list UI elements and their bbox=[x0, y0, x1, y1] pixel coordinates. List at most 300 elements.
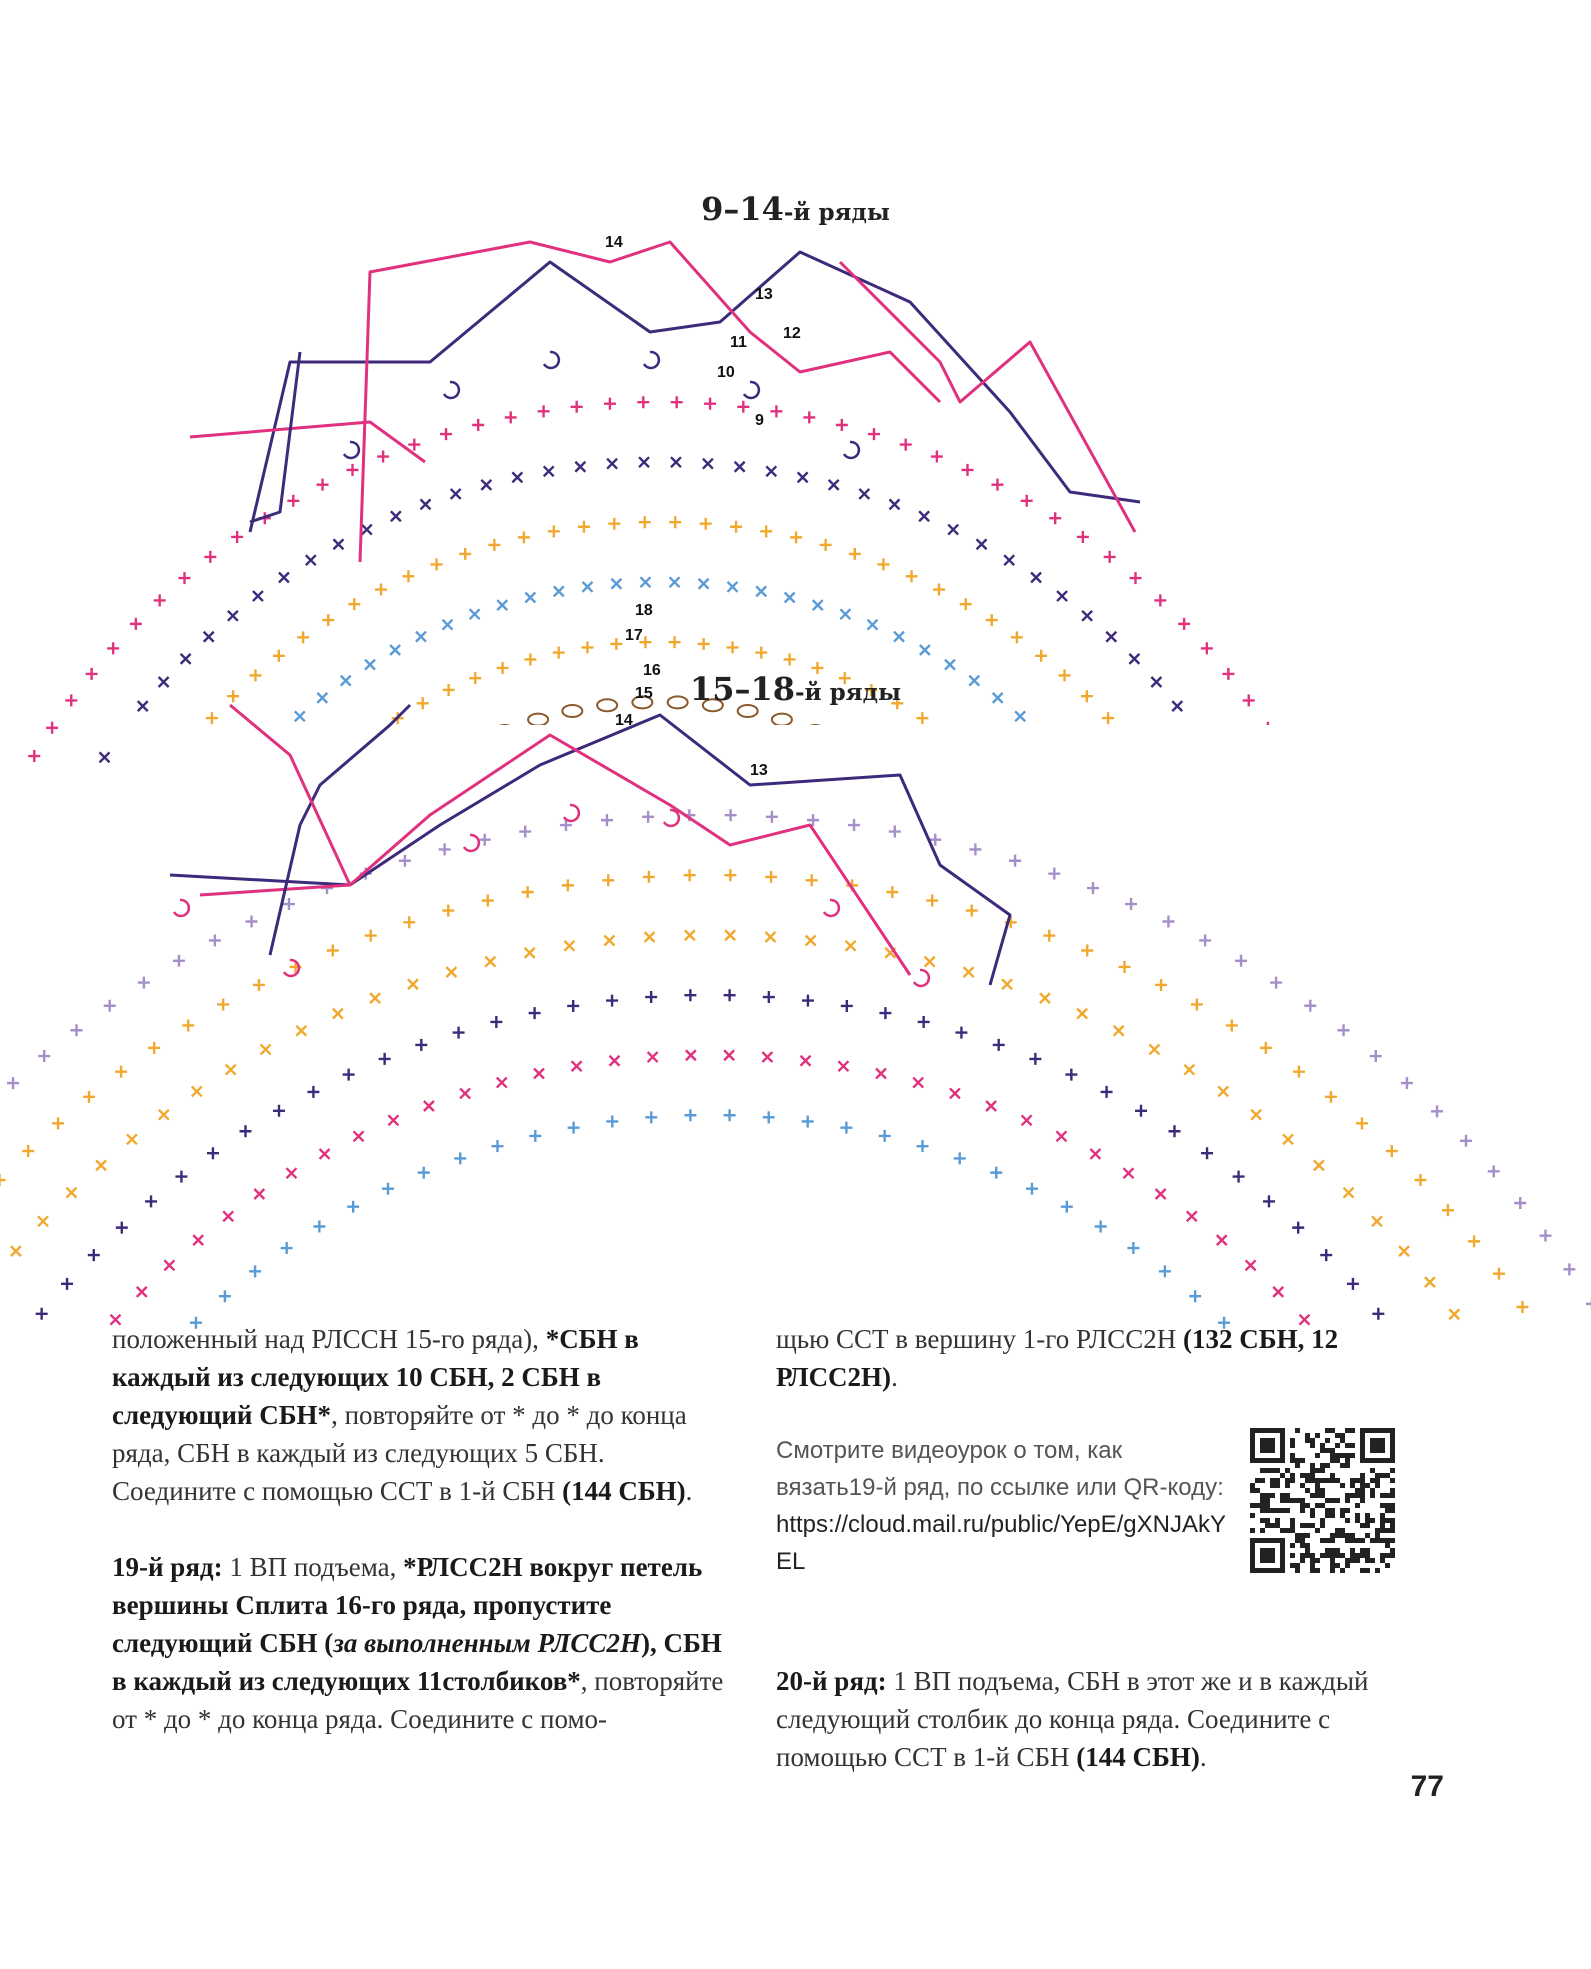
qr-module bbox=[1295, 1428, 1300, 1433]
stitch-x-symbol bbox=[370, 993, 380, 1003]
stitch-plus-symbol bbox=[207, 1147, 219, 1159]
stitch-x-symbol bbox=[481, 480, 491, 490]
stitch-x-symbol bbox=[1114, 1026, 1124, 1036]
qr-module bbox=[1350, 1428, 1355, 1433]
stitch-stroke-line bbox=[270, 705, 410, 955]
stitch-x-symbol bbox=[1149, 1044, 1159, 1054]
qr-module bbox=[1295, 1458, 1300, 1463]
stitch-plus-symbol bbox=[669, 516, 681, 528]
qr-module bbox=[1385, 1508, 1390, 1513]
stitch-plus-symbol bbox=[727, 641, 739, 653]
qr-module bbox=[1265, 1503, 1270, 1508]
qr-module bbox=[1350, 1533, 1355, 1538]
stitch-plus-symbol bbox=[684, 869, 696, 881]
qr-module bbox=[1290, 1438, 1295, 1443]
stitch-plus-symbol bbox=[1293, 1066, 1305, 1078]
qr-module bbox=[1335, 1548, 1340, 1553]
qr-module bbox=[1260, 1508, 1265, 1513]
qr-module bbox=[1365, 1568, 1370, 1573]
stitch-x-symbol bbox=[306, 555, 316, 565]
video-lesson-link[interactable]: https://cloud.mail.ru/public/YepE/gXNJAkYEL bbox=[776, 1511, 1227, 1575]
stitch-plus-symbol bbox=[1199, 934, 1211, 946]
stitch-plus-symbol bbox=[0, 1174, 6, 1186]
stitch-x-symbol bbox=[699, 579, 709, 589]
qr-module bbox=[1300, 1538, 1305, 1543]
stitch-plus-symbol bbox=[571, 401, 583, 413]
qr-module bbox=[1290, 1563, 1295, 1568]
stitch-x-symbol bbox=[950, 1088, 960, 1098]
stitch-plus-symbol bbox=[684, 989, 696, 1001]
stitch-plus-symbol bbox=[482, 895, 494, 907]
stitch-plus-symbol bbox=[1021, 495, 1033, 507]
qr-module bbox=[1300, 1553, 1305, 1558]
qr-module bbox=[1390, 1493, 1395, 1498]
stitch-x-symbol bbox=[798, 472, 808, 482]
stitch-plus-symbol bbox=[415, 1039, 427, 1051]
qr-module bbox=[1295, 1538, 1300, 1543]
qr-module bbox=[1325, 1438, 1330, 1443]
stitch-plus-symbol bbox=[643, 871, 655, 883]
qr-module bbox=[1315, 1528, 1320, 1533]
stitch-plus-symbol bbox=[116, 1222, 128, 1234]
qr-module bbox=[1330, 1553, 1335, 1558]
qr-module bbox=[1335, 1553, 1340, 1558]
stitch-plus-symbol bbox=[966, 905, 978, 917]
qr-module bbox=[1340, 1508, 1345, 1513]
stitch-x-symbol bbox=[1077, 1009, 1087, 1019]
stitch-plus-symbol bbox=[522, 886, 534, 898]
stitch-plus-symbol bbox=[1320, 1249, 1332, 1261]
qr-module bbox=[1370, 1558, 1375, 1563]
qr-module bbox=[1315, 1493, 1320, 1498]
qr-module bbox=[1365, 1533, 1370, 1538]
stitch-plus-symbol bbox=[209, 934, 221, 946]
title-number: 9–14 bbox=[701, 190, 784, 228]
stitch-plus-symbol bbox=[990, 1167, 1002, 1179]
stitch-plus-symbol bbox=[568, 1122, 580, 1134]
stitch-x-symbol bbox=[333, 539, 343, 549]
qr-module bbox=[1320, 1448, 1325, 1453]
stitch-plus-symbol bbox=[1169, 1125, 1181, 1137]
qr-module bbox=[1270, 1468, 1275, 1473]
loop-hook-symbol bbox=[444, 382, 459, 398]
qr-module bbox=[1370, 1478, 1375, 1483]
stitch-x-symbol bbox=[728, 582, 738, 592]
qr-module bbox=[1270, 1483, 1275, 1488]
qr-module bbox=[1335, 1453, 1340, 1458]
stitch-x-symbol bbox=[1022, 1115, 1032, 1125]
qr-module bbox=[1330, 1508, 1335, 1513]
stitch-plus-symbol bbox=[239, 1125, 251, 1137]
qr-module bbox=[1300, 1543, 1305, 1548]
stitch-plus-symbol bbox=[1431, 1105, 1443, 1117]
stitch-x-symbol bbox=[1218, 1086, 1228, 1096]
qr-module bbox=[1275, 1523, 1280, 1528]
qr-module bbox=[1300, 1503, 1305, 1508]
qr-module bbox=[1325, 1478, 1330, 1483]
qr-module bbox=[1310, 1438, 1315, 1443]
stitch-x-symbol bbox=[66, 1188, 76, 1198]
qr-module bbox=[1325, 1463, 1330, 1468]
qr-module bbox=[1290, 1528, 1295, 1533]
stitch-x-symbol bbox=[645, 932, 655, 942]
stitch-x-symbol bbox=[226, 1065, 236, 1075]
stitch-x-symbol bbox=[785, 593, 795, 603]
qr-module bbox=[1305, 1548, 1310, 1553]
stitch-plus-symbol bbox=[606, 995, 618, 1007]
qr-module bbox=[1310, 1558, 1315, 1563]
stitch-plus-symbol bbox=[7, 1077, 19, 1089]
stitch-plus-symbol bbox=[1104, 551, 1116, 563]
stitch-x-symbol bbox=[159, 1110, 169, 1120]
qr-module bbox=[1330, 1448, 1335, 1453]
qr-module bbox=[1365, 1483, 1370, 1488]
qr-module bbox=[1320, 1443, 1325, 1448]
stitch-x-symbol bbox=[762, 1052, 772, 1062]
qr-module bbox=[1365, 1548, 1370, 1553]
qr-module bbox=[1290, 1478, 1295, 1483]
stitch-stroke-line bbox=[170, 715, 1010, 985]
crochet-chart-rows-9-14 bbox=[190, 232, 1310, 682]
stitch-x-symbol bbox=[296, 1026, 306, 1036]
qr-module bbox=[1320, 1478, 1325, 1483]
qr-module bbox=[1365, 1518, 1370, 1523]
stitch-plus-symbol bbox=[868, 428, 880, 440]
qr-module bbox=[1345, 1443, 1350, 1448]
stitch-plus-symbol bbox=[1372, 1308, 1384, 1320]
stitch-x-symbol bbox=[286, 1168, 296, 1178]
qr-module bbox=[1365, 1553, 1370, 1558]
stitch-plus-symbol bbox=[766, 811, 778, 823]
qr-module bbox=[1330, 1453, 1335, 1458]
qr-module bbox=[1375, 1538, 1380, 1543]
qr-module bbox=[1300, 1473, 1305, 1478]
stitch-plus-symbol bbox=[918, 1016, 930, 1028]
qr-module bbox=[1335, 1443, 1340, 1448]
qr-module bbox=[1330, 1478, 1335, 1483]
stitch-x-symbol bbox=[1004, 555, 1014, 565]
qr-module bbox=[1380, 1503, 1385, 1508]
stitch-plus-symbol bbox=[645, 991, 657, 1003]
qr-module bbox=[1320, 1493, 1325, 1498]
qr-module bbox=[1330, 1548, 1335, 1553]
qr-module bbox=[1290, 1473, 1295, 1478]
qr-module bbox=[1315, 1503, 1320, 1508]
stitch-x-symbol bbox=[512, 472, 522, 482]
stitch-x-symbol bbox=[333, 1009, 343, 1019]
stitch-plus-symbol bbox=[1087, 882, 1099, 894]
qr-module bbox=[1345, 1493, 1350, 1498]
qr-module bbox=[1300, 1558, 1305, 1563]
qr-module bbox=[1345, 1563, 1350, 1568]
stitch-plus-symbol bbox=[322, 614, 334, 626]
stitch-x-symbol bbox=[181, 654, 191, 664]
stitch-plus-symbol bbox=[671, 396, 683, 408]
stitch-x-symbol bbox=[609, 1056, 619, 1066]
stitch-x-symbol bbox=[416, 632, 426, 642]
qr-module bbox=[1250, 1528, 1255, 1533]
stitch-plus-symbol bbox=[408, 439, 420, 451]
qr-module bbox=[1360, 1478, 1365, 1483]
qr-module bbox=[1330, 1538, 1335, 1543]
qr-module bbox=[1350, 1553, 1355, 1558]
row-number-label: 15 bbox=[635, 685, 653, 702]
stitch-plus-symbol bbox=[886, 886, 898, 898]
qr-module bbox=[1345, 1558, 1350, 1563]
stitch-plus-symbol bbox=[1539, 1230, 1551, 1242]
qr-module bbox=[1270, 1478, 1275, 1483]
qr-module bbox=[1270, 1493, 1275, 1498]
qr-finder-core bbox=[1260, 1438, 1275, 1453]
stitch-x-symbol bbox=[838, 1061, 848, 1071]
stitch-x-symbol bbox=[443, 620, 453, 630]
stitch-plus-symbol bbox=[836, 419, 848, 431]
qr-module bbox=[1285, 1468, 1290, 1473]
stitch-plus-symbol bbox=[1270, 977, 1282, 989]
stitch-x-symbol bbox=[365, 660, 375, 670]
stitch-plus-symbol bbox=[273, 1105, 285, 1117]
qr-module bbox=[1340, 1533, 1345, 1538]
stitch-plus-symbol bbox=[281, 1242, 293, 1254]
qr-module bbox=[1320, 1518, 1325, 1523]
qr-module bbox=[1310, 1553, 1315, 1558]
qr-module bbox=[1295, 1533, 1300, 1538]
qr-module bbox=[1385, 1528, 1390, 1533]
qr-module bbox=[1360, 1483, 1365, 1488]
stitch-x-symbol bbox=[894, 632, 904, 642]
stitch-plus-symbol bbox=[107, 642, 119, 654]
loop-hook-symbol bbox=[544, 352, 559, 368]
qr-module bbox=[1265, 1518, 1270, 1523]
stitch-plus-symbol bbox=[1460, 1135, 1472, 1147]
stitch-x-symbol bbox=[840, 609, 850, 619]
stitch-x-symbol bbox=[1090, 1149, 1100, 1159]
stitch-plus-symbol bbox=[382, 1183, 394, 1195]
qr-module bbox=[1385, 1563, 1390, 1568]
qr-module bbox=[1320, 1538, 1325, 1543]
stitch-plus-symbol bbox=[562, 879, 574, 891]
qr-module bbox=[1290, 1458, 1295, 1463]
stitch-plus-symbol bbox=[991, 479, 1003, 491]
qr-module bbox=[1350, 1493, 1355, 1498]
stitch-x-symbol bbox=[96, 1160, 106, 1170]
stitch-x-symbol bbox=[470, 609, 480, 619]
stitch-plus-symbol bbox=[307, 1086, 319, 1098]
qr-module bbox=[1300, 1498, 1305, 1503]
stitch-plus-symbol bbox=[431, 558, 443, 570]
stitch-plus-symbol bbox=[601, 814, 613, 826]
stitch-plus-symbol bbox=[578, 521, 590, 533]
stitch-plus-symbol bbox=[889, 826, 901, 838]
stitch-x-symbol bbox=[261, 1044, 271, 1054]
stitch-plus-symbol bbox=[490, 1016, 502, 1028]
stitch-plus-symbol bbox=[1125, 898, 1137, 910]
qr-module bbox=[1325, 1513, 1330, 1518]
stitch-plus-symbol bbox=[61, 1278, 73, 1290]
stitch-plus-symbol bbox=[459, 548, 471, 560]
qr-module bbox=[1260, 1493, 1265, 1498]
stitch-x-symbol bbox=[1056, 1131, 1066, 1141]
qr-module bbox=[1305, 1503, 1310, 1508]
qr-module bbox=[1390, 1488, 1395, 1493]
row-number-label: 9 bbox=[755, 412, 764, 429]
stitch-x-symbol bbox=[525, 948, 535, 958]
stitch-plus-symbol bbox=[849, 548, 861, 560]
stitch-plus-symbol bbox=[917, 1140, 929, 1152]
qr-module bbox=[1370, 1518, 1375, 1523]
qr-module bbox=[1360, 1523, 1365, 1528]
qr-module bbox=[1310, 1568, 1315, 1573]
stitch-plus-symbol bbox=[993, 1039, 1005, 1051]
stitch-plus-symbol bbox=[724, 989, 736, 1001]
qr-module bbox=[1280, 1473, 1285, 1478]
qr-module bbox=[1355, 1518, 1360, 1523]
stitch-plus-symbol bbox=[906, 570, 918, 582]
stitch-plus-symbol bbox=[83, 1091, 95, 1103]
stitch-plus-symbol bbox=[454, 1152, 466, 1164]
stitch-plus-symbol bbox=[1201, 642, 1213, 654]
stitch-plus-symbol bbox=[529, 1130, 541, 1142]
qr-module bbox=[1350, 1548, 1355, 1553]
qr-module bbox=[1350, 1538, 1355, 1543]
stitch-x-symbol bbox=[544, 466, 554, 476]
qr-module bbox=[1270, 1523, 1275, 1528]
row-number-label: 14 bbox=[605, 234, 623, 251]
stitch-x-symbol bbox=[1184, 1065, 1194, 1075]
stitch-x-symbol bbox=[735, 462, 745, 472]
stitch-plus-symbol bbox=[52, 1117, 64, 1129]
qr-module bbox=[1250, 1513, 1255, 1518]
stitch-plus-symbol bbox=[375, 584, 387, 596]
qr-module bbox=[1315, 1468, 1320, 1473]
stitch-plus-symbol bbox=[961, 464, 973, 476]
qr-code-icon[interactable] bbox=[1250, 1428, 1395, 1573]
qr-module bbox=[1345, 1463, 1350, 1468]
stitch-plus-symbol bbox=[1370, 1050, 1382, 1062]
stitch-plus-symbol bbox=[548, 525, 560, 537]
stitch-x-symbol bbox=[254, 1189, 264, 1199]
stitch-plus-symbol bbox=[46, 722, 58, 734]
stitch-x-symbol bbox=[686, 1050, 696, 1060]
qr-module bbox=[1380, 1518, 1385, 1523]
qr-module bbox=[1295, 1463, 1300, 1468]
stitch-x-symbol bbox=[611, 579, 621, 589]
stitch-plus-symbol bbox=[606, 1115, 618, 1127]
stitch-plus-symbol bbox=[182, 1019, 194, 1031]
qr-module bbox=[1275, 1483, 1280, 1488]
qr-module bbox=[1385, 1538, 1390, 1543]
stitch-plus-symbol bbox=[246, 916, 258, 928]
qr-module bbox=[1285, 1483, 1290, 1488]
stitch-plus-symbol bbox=[724, 1109, 736, 1121]
qr-module bbox=[1360, 1548, 1365, 1553]
stitch-x-symbol bbox=[703, 459, 713, 469]
qr-module bbox=[1330, 1558, 1335, 1563]
stitch-plus-symbol bbox=[1154, 594, 1166, 606]
stitch-plus-symbol bbox=[179, 572, 191, 584]
stitch-plus-symbol bbox=[684, 1109, 696, 1121]
stitch-plus-symbol bbox=[1101, 1086, 1113, 1098]
stitch-plus-symbol bbox=[1049, 512, 1061, 524]
stitch-stroke-line bbox=[250, 252, 1140, 532]
qr-module bbox=[1370, 1538, 1375, 1543]
qr-module bbox=[1270, 1508, 1275, 1513]
stitch-x-symbol bbox=[1425, 1277, 1435, 1287]
qr-module bbox=[1290, 1523, 1295, 1528]
stitch-plus-symbol bbox=[553, 647, 565, 659]
qr-module bbox=[1390, 1468, 1395, 1473]
stitch-plus-symbol bbox=[879, 1130, 891, 1142]
stitch-x-symbol bbox=[920, 645, 930, 655]
stitch-plus-symbol bbox=[175, 1171, 187, 1183]
stitch-plus-symbol bbox=[1026, 1183, 1038, 1195]
stitch-plus-symbol bbox=[1102, 712, 1114, 724]
qr-module bbox=[1290, 1498, 1295, 1503]
qr-module bbox=[1375, 1568, 1380, 1573]
stitch-plus-symbol bbox=[1386, 1145, 1398, 1157]
stitch-plus-symbol bbox=[1155, 979, 1167, 991]
stitch-x-symbol bbox=[279, 573, 289, 583]
qr-module bbox=[1260, 1528, 1265, 1533]
paragraph-row-19-end: щью ССТ в вершину 1-го РЛСС2Н (132 СБН, 12 РЛСС2Н). bbox=[776, 1324, 1339, 1392]
stitch-plus-symbol bbox=[802, 1115, 814, 1127]
qr-module bbox=[1280, 1498, 1285, 1503]
qr-module bbox=[1260, 1498, 1265, 1503]
qr-module bbox=[1355, 1503, 1360, 1508]
qr-module bbox=[1380, 1473, 1385, 1478]
stitch-x-symbol bbox=[127, 1134, 137, 1144]
stitch-plus-symbol bbox=[1201, 1147, 1213, 1159]
stitch-plus-symbol bbox=[28, 750, 40, 762]
qr-module bbox=[1310, 1468, 1315, 1473]
stitch-x-symbol bbox=[38, 1216, 48, 1226]
qr-module bbox=[1340, 1453, 1345, 1458]
qr-module bbox=[1300, 1458, 1305, 1463]
qr-module bbox=[1350, 1478, 1355, 1483]
qr-finder-core bbox=[1260, 1548, 1275, 1563]
qr-module bbox=[1340, 1483, 1345, 1488]
qr-module bbox=[1350, 1483, 1355, 1488]
stitch-plus-symbol bbox=[1009, 855, 1021, 867]
stitch-plus-symbol bbox=[955, 1027, 967, 1039]
stitch-plus-symbol bbox=[820, 539, 832, 551]
qr-module bbox=[1335, 1433, 1340, 1438]
stitch-plus-symbol bbox=[1061, 1201, 1073, 1213]
stitch-x-symbol bbox=[390, 645, 400, 655]
qr-module bbox=[1330, 1498, 1335, 1503]
stitch-plus-symbol bbox=[1048, 868, 1060, 880]
qr-module bbox=[1355, 1488, 1360, 1493]
stitch-plus-symbol bbox=[36, 1308, 48, 1320]
stitch-plus-symbol bbox=[877, 558, 889, 570]
loop-hook-symbol bbox=[644, 352, 659, 368]
stitch-x-symbol bbox=[223, 1211, 233, 1221]
qr-module bbox=[1335, 1478, 1340, 1483]
stitch-plus-symbol bbox=[439, 843, 451, 855]
stitch-x-symbol bbox=[671, 457, 681, 467]
stitch-stroke-line bbox=[840, 262, 1135, 532]
stitch-plus-symbol bbox=[204, 551, 216, 563]
title-number: 15–18 bbox=[689, 670, 795, 708]
loop-hook-symbol bbox=[664, 810, 679, 826]
qr-module bbox=[1315, 1433, 1320, 1438]
stitch-x-symbol bbox=[295, 711, 305, 721]
stitch-x-symbol bbox=[1217, 1235, 1227, 1245]
stitch-x-symbol bbox=[607, 459, 617, 469]
stitch-x-symbol bbox=[801, 1056, 811, 1066]
stitch-plus-symbol bbox=[347, 1201, 359, 1213]
qr-module bbox=[1330, 1533, 1335, 1538]
